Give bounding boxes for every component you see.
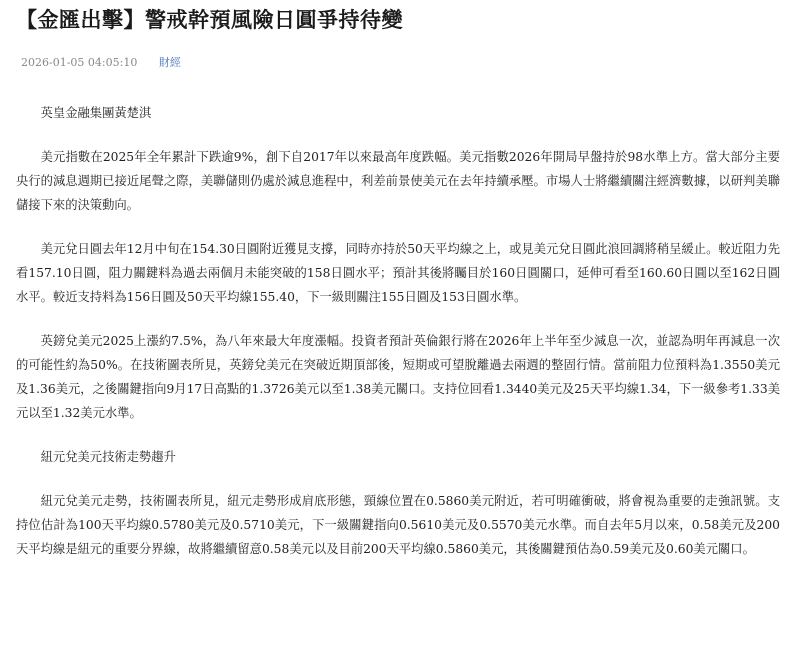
article-title: 【金匯出擊】警戒幹預風險日圓爭持待變 bbox=[16, 8, 403, 32]
paragraph-usdjpy: 美元兌日圓去年12月中旬在154.30日圓附近獲見支撐，同時亦持於50天平均線之上，或見美元兌日圓此浪回調將稍呈緩止。較近阻力先看157.10日圓，阻力關鍵料為過去兩個月未能突破的158日圓水平；預計其後將矚目於160日圓關口，延伸可看至160.60日圓以至162日圓水平。較近支持料為156日圓及50天平均線155.40，下一級則關注155日圓及153日圓水準。 bbox=[16, 242, 780, 304]
article-meta bbox=[21, 56, 181, 70]
paragraph-nzdusd: 紐元兌美元走勢，技術圖表所見，紐元走勢形成肩底形態，頸線位置在0.5860美元附近，若可明確衝破，將會視為重要的走強訊號。支持位估計為100天平均線0.5780美元及0.5710美元，下一級關鍵指向0.5610美元及0.5570美元水準。而自去年5月以來，0.58美元及200天平均線是紐元的重要分界線，故將繼續留意0.58美元以及目前200天平均線0.5860美元，其後關鍵預估為0.59美元及0.60美元關口。 bbox=[16, 494, 780, 556]
author-line: 英皇金融集團黃楚淇 bbox=[40, 106, 152, 120]
article-body bbox=[16, 101, 780, 581]
paragraph-gbpusd: 英鎊兌美元2025上漲約7.5%，為八年來最大年度漲幅。投資者預計英倫銀行將在2026年上半年至少減息一次，並認為明年再減息一次的可能性約為50%。在技術圖表所見，英鎊兌美元在突破近期頂部後，短期或可望脫離過去兩週的整固行情。當前阻力位預料為1.3550美元及1.36美元，之後關鍵指向9月17日高點的1.3726美元以至1.38美元關口。支持位回看1.3440美元及25天平均線1.34，下一級參考1.33美元以至1.32美元水準。 bbox=[16, 334, 780, 420]
paragraph-usd-index: 美元指數在2025年全年累計下跌逾9%，創下自2017年以來最高年度跌幅。美元指數2026年開局早盤持於98水準上方。當大部分主要央行的減息週期已接近尾聲之際，美聯儲則仍處於減息進程中，利差前景使美元在去年持續承壓。市場人士將繼續關注經濟數據，以研判美聯儲接下來的決策動向。 bbox=[16, 150, 780, 212]
section-heading-nzd: 紐元兌美元技術走勢趨升 bbox=[40, 450, 176, 464]
publish-date: 2026-01-05 04:05:10 bbox=[21, 56, 138, 69]
category-link[interactable]: 財經 bbox=[158, 56, 181, 69]
